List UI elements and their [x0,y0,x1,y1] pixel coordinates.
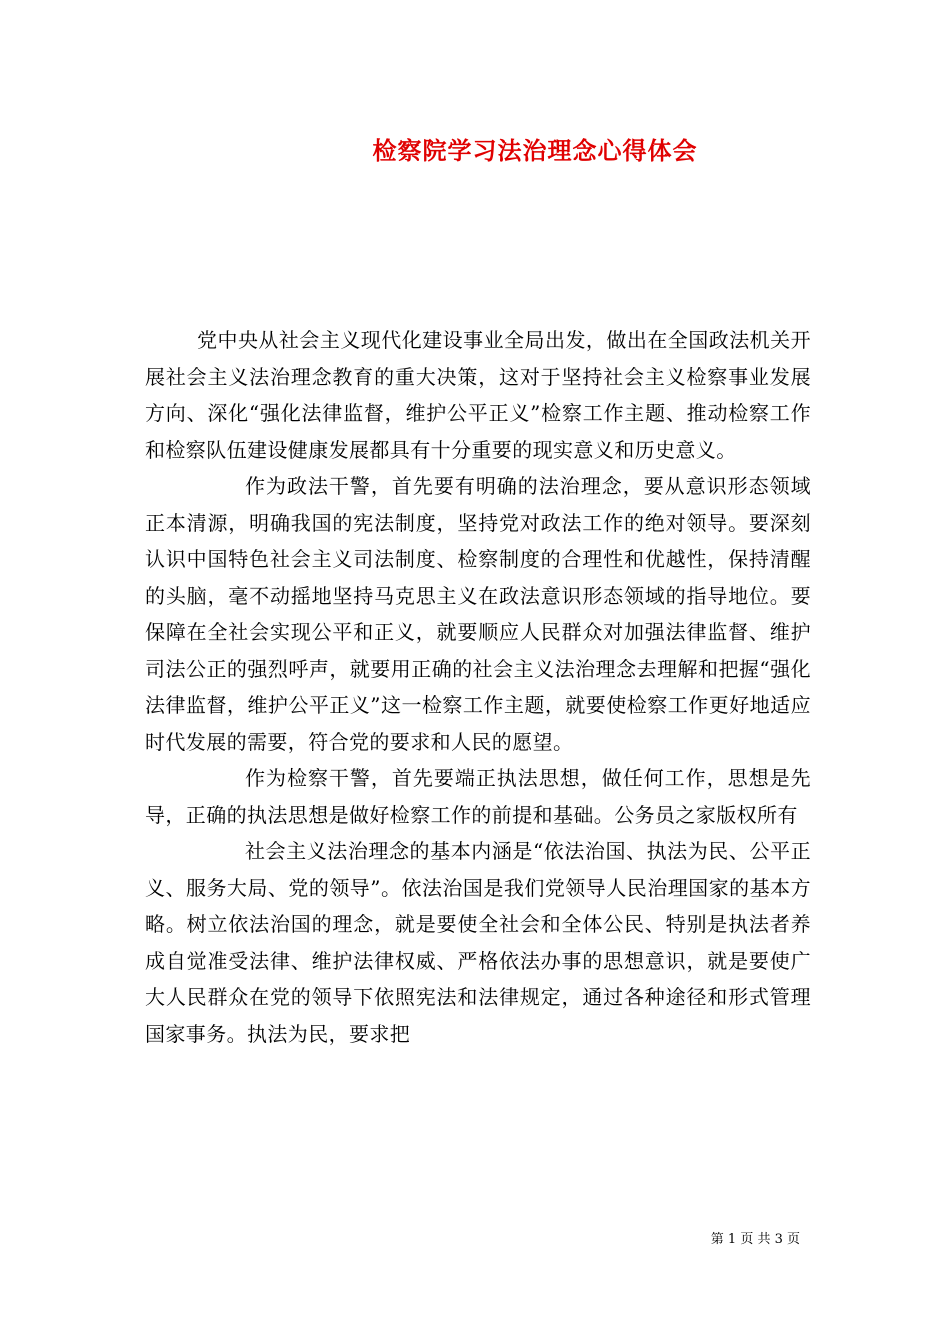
page-number-footer: 第 1 页 共 3 页 [710,1232,800,1247]
document-body [145,322,811,1052]
paragraph-1: 党中央从社会主义现代化建设事业全局出发，做出在全国政法机关开展社会主义法治理念教育的重大决策，这对于坚持社会主义检察事业发展方向、深化“强化法律监督，维护公平正义”检察工作主题、推动检察工作和检察队伍建设健康发展都具有十分重要的现实意义和历史意义。 [145,328,811,462]
paragraph-2: 作为政法干警，首先要有明确的法治理念，要从意识形态领域正本清源，明确我国的宪法制度，坚持党对政法工作的绝对领导。要深刻认识中国特色社会主义司法制度、检察制度的合理性和优越性，保持清醒的头脑，毫不动摇地坚持马克思主义在政法意识形态领域的指导地位。要保障在全社会实现公平和正义，就要顺应人民群众对加强法律监督、维护司法公正的强烈呼声，就要用正确的社会主义法治理念去理解和把握“强化法律监督，维护公平正义”这一检察工作主题，就要使检察工作更好地适应时代发展的需要，符合党的要求和人民的愿望。 [145,474,811,754]
document-title: 检察院学习法治理念心得体会 [372,136,698,165]
paragraph-3: 作为检察干警，首先要端正执法思想，做任何工作，思想是先导，正确的执法思想是做好检察工作的前提和基础。公务员之家版权所有 [145,766,811,827]
paragraph-4: 社会主义法治理念的基本内涵是“依法治国、执法为民、公平正义、服务大局、党的领导”。依法治国是我们党领导人民治理国家的基本方略。树立依法治国的理念，就是要使全社会和全体公民、特别是执法者养成自觉准受法律、维护法律权威、严格依法办事的思想意识，就是要使广大人民群众在党的领导下依照宪法和法律规定，通过各种途径和形式管理国家事务。执法为民，要求把 [145,839,811,1046]
